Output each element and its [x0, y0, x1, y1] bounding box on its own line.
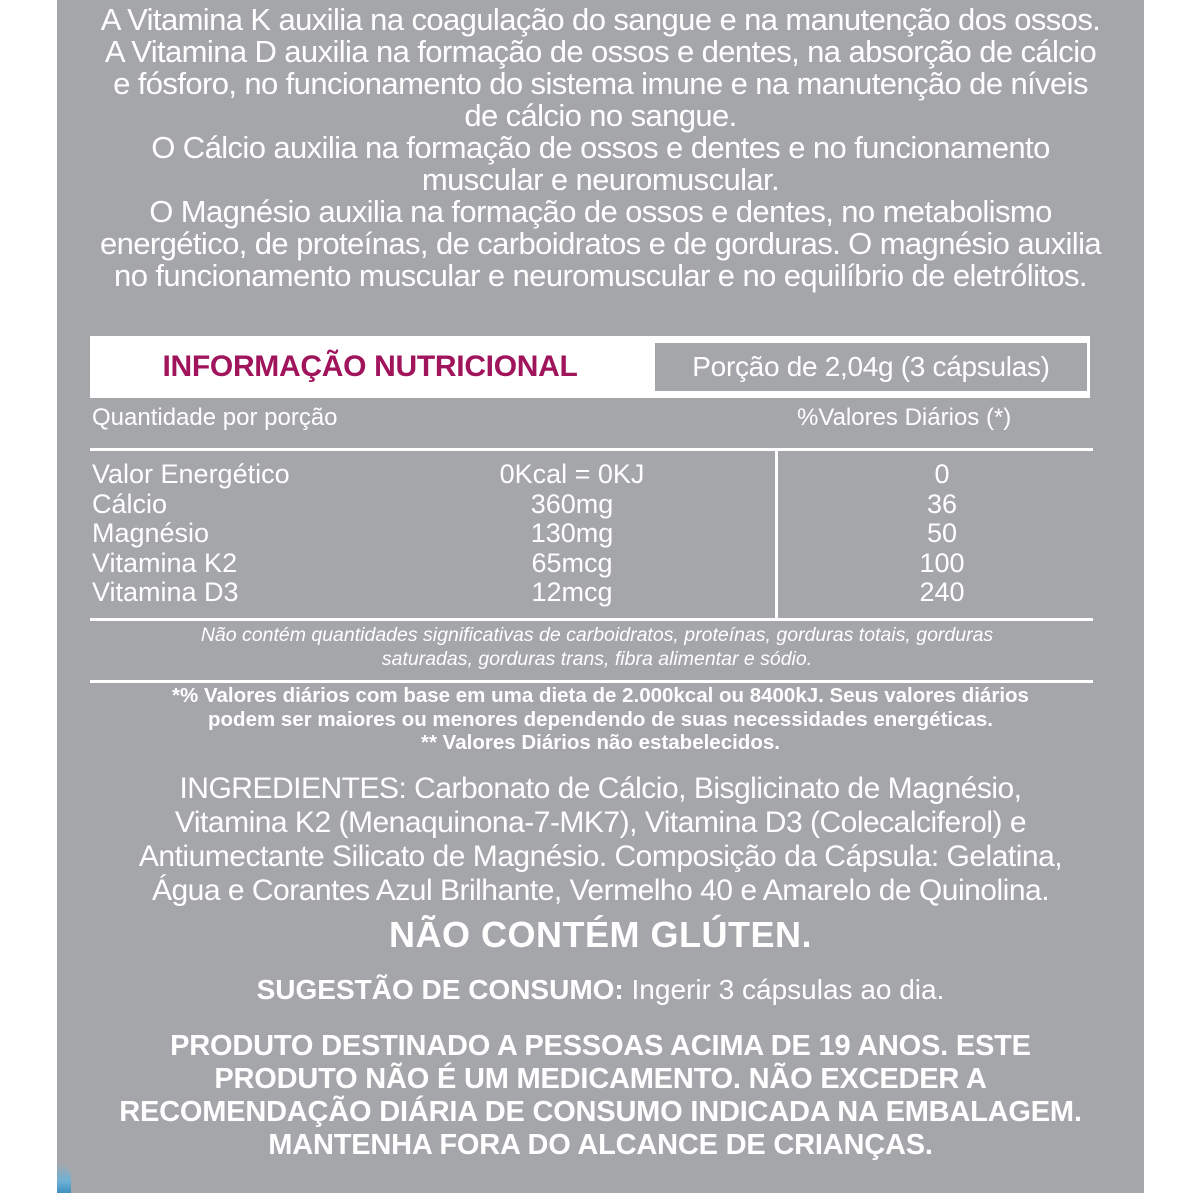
- warning-line: RECOMENDAÇÃO DIÁRIA DE CONSUMO INDICADA NA EMBALAGEM.: [119, 1096, 1082, 1128]
- nutrient-name: Vitamina K2: [92, 547, 238, 578]
- nutrient-daily-value: 36: [926, 488, 958, 519]
- daily-values-label: %Valores Diários (*): [797, 404, 1012, 431]
- nutrition-header: [90, 336, 1090, 398]
- footnote-divider: [90, 680, 1093, 683]
- table-row: [92, 490, 1092, 520]
- note-line: saturadas, gorduras trans, fibra alimentar e sódio.: [381, 648, 813, 670]
- corner-accent-decoration: [57, 1163, 71, 1193]
- gluten-free-notice: NÃO CONTÉM GLÚTEN.: [389, 914, 812, 955]
- quantity-per-portion-label: Quantidade por porção: [92, 404, 338, 431]
- nutrient-name: Vitamina D3: [92, 577, 239, 607]
- ingredients-line: Antiumectante Silicato de Magnésio. Composição da Cápsula: Gelatina,: [138, 840, 1063, 873]
- footnote-line: podem ser maiores ou menores dependendo de suas necessidades energéticas.: [208, 707, 993, 731]
- footnote-line: ** Valores Diários não estabelecidos.: [421, 731, 780, 754]
- claim-line: O Magnésio auxilia na formação de ossos e dentes, no metabolismo: [149, 194, 1052, 229]
- health-claims: [57, 4, 1144, 292]
- nutrient-daily-value: 100: [919, 547, 965, 578]
- warning-line: MANTENHA FORA DO ALCANCE DE CRIANÇAS.: [268, 1129, 933, 1161]
- suggestion-text: Ingerir 3 cápsulas ao dia.: [623, 974, 945, 1005]
- warning-line: PRODUTO DESTINADO A PESSOAS ACIMA DE 19 ANOS. ESTE: [170, 1030, 1031, 1062]
- portion-size: Porção de 2,04g (3 cápsulas): [655, 343, 1087, 391]
- nutrient-name: Cálcio: [92, 488, 168, 519]
- product-warning: [57, 1030, 1144, 1162]
- claim-line: e fósforo, no funcionamento do sistema imune e na manutenção de níveis: [113, 66, 1088, 101]
- not-contains-note: [117, 623, 1077, 671]
- ingredients-line: INGREDIENTES: Carbonato de Cálcio, Bisglicinato de Magnésio,: [179, 772, 1022, 805]
- daily-values-footnote: [77, 684, 1124, 755]
- claim-line: de cálcio no sangue.: [464, 98, 737, 133]
- nutrient-amount: 130mg: [530, 518, 614, 548]
- consumption-suggestion: [57, 970, 1144, 1010]
- claim-line: A Vitamina K auxilia na coagulação do sangue e na manutenção dos ossos.: [100, 2, 1101, 37]
- note-line: Não contém quantidades significativas de carboidratos, proteínas, gorduras totais, gorduras: [200, 624, 994, 646]
- nutrient-name: Valor Energético: [92, 459, 290, 489]
- ingredients-line: Vitamina K2 (Menaquinona-7-MK7), Vitamina D3 (Colecalciferol) e: [174, 806, 1027, 839]
- suggestion-label: SUGESTÃO DE CONSUMO:: [256, 974, 624, 1005]
- table-row: [92, 549, 1092, 579]
- ingredients: [57, 772, 1144, 908]
- nutrient-daily-value: 240: [919, 577, 965, 607]
- table-divider-top: [90, 448, 1093, 451]
- table-row: [92, 519, 1092, 549]
- nutrient-daily-value: 0: [934, 459, 950, 489]
- nutrient-name: Magnésio: [92, 518, 210, 548]
- claim-line: energético, de proteínas, de carboidratos e de gorduras. O magnésio auxilia: [99, 226, 1102, 261]
- claim-line: muscular e neuromuscular.: [421, 162, 780, 197]
- claim-line: no funcionamento muscular e neuromuscular e no equilíbrio de eletrólitos.: [114, 258, 1087, 293]
- nutrition-table: [92, 460, 1092, 608]
- warning-line: PRODUTO NÃO É UM MEDICAMENTO. NÃO EXCEDER A: [214, 1063, 987, 1095]
- footnote-line: *% Valores diários com base em uma dieta de 2.000kcal ou 8400kJ. Seus valores diários: [172, 684, 1029, 707]
- nutrient-daily-value: 50: [926, 518, 958, 548]
- nutrition-title: INFORMAÇÃO NUTRICIONAL: [162, 350, 578, 383]
- ingredients-line: Água e Corantes Azul Brilhante, Vermelho 40 e Amarelo de Quinolina.: [151, 874, 1050, 907]
- label-panel: [57, 0, 1144, 1193]
- table-row: [92, 578, 1092, 608]
- nutrient-amount: 65mcg: [531, 547, 613, 578]
- claim-line: A Vitamina D auxilia na formação de ossos e dentes, na absorção de cálcio: [104, 34, 1097, 69]
- claim-line: O Cálcio auxilia na formação de ossos e dentes e no funcionamento: [151, 130, 1050, 165]
- table-divider-bottom: [90, 618, 1093, 621]
- nutrient-amount: 360mg: [530, 488, 614, 519]
- nutrient-amount: 0Kcal = 0KJ: [499, 459, 645, 489]
- table-row: [92, 460, 1092, 490]
- nutrient-amount: 12mcg: [531, 577, 613, 607]
